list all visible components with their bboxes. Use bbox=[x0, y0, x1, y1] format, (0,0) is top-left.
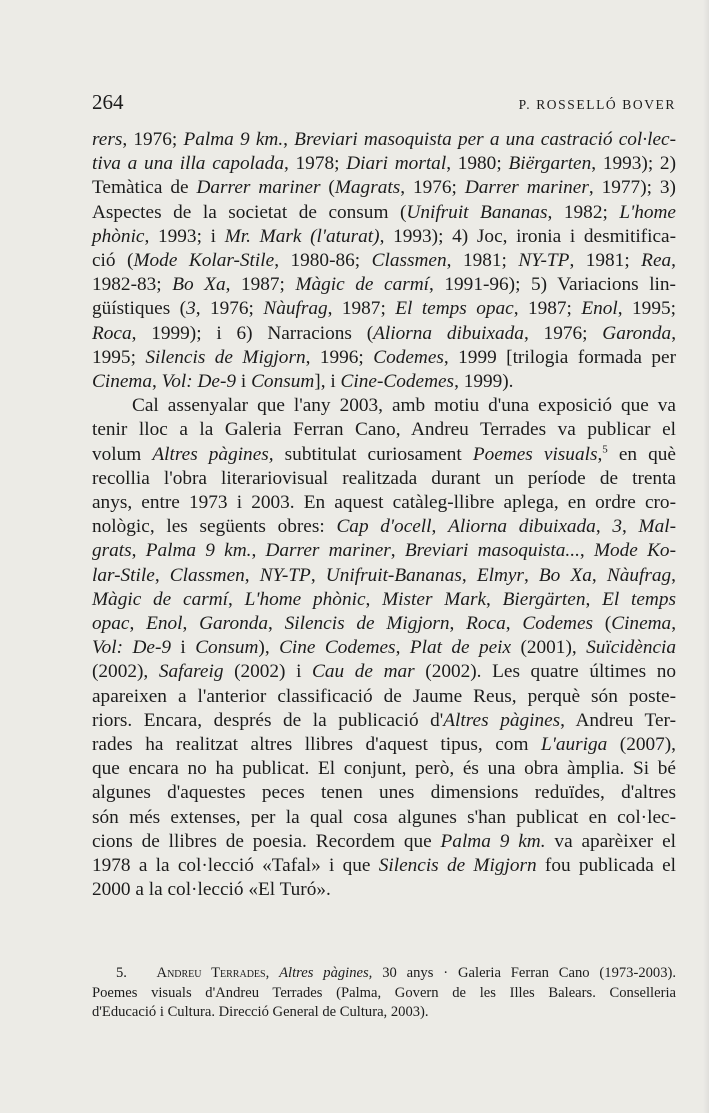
body-text bbox=[92, 128, 676, 903]
text-line: tiva a una illa capolada, 1978; Diari mortal, 1980; Biërgarten, 1993); 2) bbox=[92, 153, 676, 175]
text-line: lar-Stile, Classmen, NY-TP, Unifruit-Bananas, Elmyr, Bo Xa, Nàufrag, bbox=[92, 564, 676, 586]
text-line: 1978 a la col·lecció «Tafal» i que Silencis de Migjorn fou publicada el bbox=[92, 855, 676, 877]
text-line: nològic, les següents obres: Cap d'ocell, Aliorna dibuixada, 3, Mal- bbox=[92, 516, 676, 538]
text-line: Cal assenyalar que l'any 2003, amb motiu d'una exposició que va bbox=[132, 395, 676, 417]
text-line: 1982-83; Bo Xa, 1987; Màgic de carmí, 1991-96); 5) Variacions lin- bbox=[92, 274, 676, 296]
text-line: 2000 a la col·lecció «El Turó». bbox=[92, 879, 331, 901]
text-line: rades ha realitzat altres llibres d'aquest tipus, com L'auriga (2007), bbox=[92, 734, 676, 756]
paragraph-1 bbox=[92, 128, 676, 394]
text-line: tenir lloc a la Galeria Ferran Cano, Andreu Terrades va publicar el bbox=[92, 419, 676, 441]
paragraph-2 bbox=[92, 394, 676, 902]
footnote-5 bbox=[92, 964, 676, 1023]
text-line: rers, 1976; Palma 9 km., Breviari masoquista per a una castració col·lec- bbox=[92, 129, 676, 150]
text-line: Roca, 1999); i 6) Narracions (Aliorna dibuixada, 1976; Garonda, bbox=[92, 322, 677, 344]
page-header bbox=[92, 90, 676, 116]
text-line: güístiques (3, 1976; Nàufrag, 1987; El temps opac, 1987; Enol, 1995; bbox=[92, 298, 676, 320]
text-line: apareixen a l'anterior classificació de Jaume Reus, perquè són poste- bbox=[92, 685, 676, 707]
text-line: Vol: De-9 i Consum), Cine Codemes, Plat de peix (2001), Suïcidència bbox=[92, 637, 677, 659]
text-line: phònic, 1993; i Mr. Mark (l'aturat), 1993); 4) Joc, ironia i desmitifica- bbox=[92, 225, 676, 247]
text-line: que encara no ha publicat. El conjunt, però, és una obra àmplia. Si bé bbox=[92, 758, 676, 780]
text-line: ció (Mode Kolar-Stile, 1980-86; Classmen, 1981; NY-TP, 1981; Rea, bbox=[92, 250, 676, 272]
text-line: cions de llibres de poesia. Recordem que Palma 9 km. va aparèixer el bbox=[92, 830, 676, 852]
page-number: 264 bbox=[92, 90, 124, 114]
text-line: Cinema, Vol: De-9 i Consum], i Cine-Codemes, 1999). bbox=[92, 371, 514, 393]
footnote-line: Poemes visuals d'Andreu Terrades (Palma, Govern de les Illes Balears. Conselleria bbox=[92, 984, 676, 1001]
footnote-line: 5. Andreu Terrades, Altres pàgines, 30 anys · Galeria Ferran Cano (1973-2003). bbox=[116, 965, 677, 981]
text-line: Màgic de carmí, L'home phònic, Mister Mark, Biergärten, El temps bbox=[92, 588, 676, 610]
text-line: anys, entre 1973 i 2003. En aquest catàleg-llibre aplega, en ordre cro- bbox=[92, 492, 676, 514]
text-line: volum Altres pàgines, subtitulat curiosament Poemes visuals,$^5$ en què bbox=[92, 443, 676, 465]
text-line: recollia l'obra literariovisual realitzada durant un període de trenta bbox=[92, 467, 676, 489]
text-line: riors. Encara, després de la publicació d'Altres pàgines, Andreu Ter- bbox=[92, 709, 676, 731]
text-line: opac, Enol, Garonda, Silencis de Migjorn, Roca, Codemes (Cinema, bbox=[92, 613, 677, 635]
running-head: P. ROSSELLÓ BOVER bbox=[518, 97, 676, 112]
text-line: Temàtica de Darrer mariner (Magrats, 1976; Darrer mariner, 1977); 3) bbox=[92, 177, 676, 199]
text-line: algunes d'aquestes peces tenen unes dimensions reduïdes, d'altres bbox=[92, 782, 676, 804]
text-line: Aspectes de la societat de consum (Unifruit Bananas, 1982; L'home bbox=[92, 201, 676, 223]
scan-edge-shadow bbox=[703, 0, 709, 1113]
text-line: (2002), Safareig (2002) i Cau de mar (2002). Les quatre últimes no bbox=[92, 661, 676, 683]
text-line: grats, Palma 9 km., Darrer mariner, Breviari masoquista..., Mode Ko- bbox=[92, 540, 676, 562]
text-line: 1995; Silencis de Migjorn, 1996; Codemes, 1999 [trilogia formada per bbox=[92, 346, 676, 368]
text-line: són més extenses, per la qual cosa algunes s'han publicat en col·lec- bbox=[92, 806, 676, 828]
footnote-line: d'Educació i Cultura. Direcció General de Cultura, 2003). bbox=[92, 1004, 429, 1020]
